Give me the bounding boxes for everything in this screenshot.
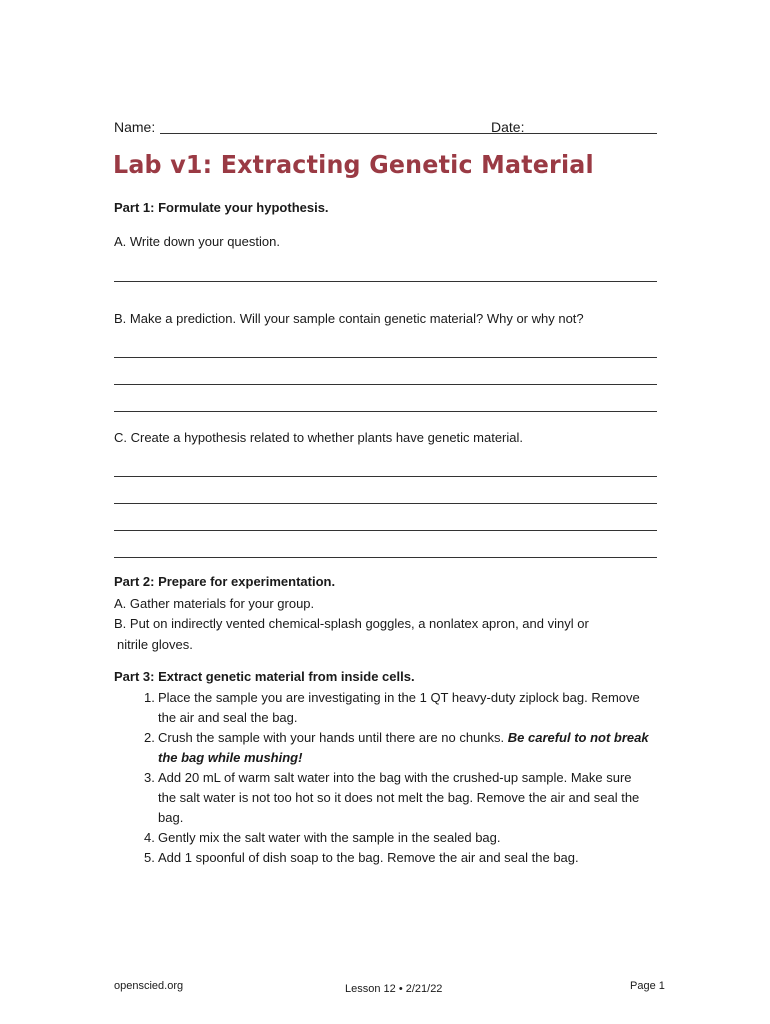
answer-line [114, 503, 657, 504]
part1-question-b: B. Make a prediction. Will your sample contain genetic material? Why or why not? [114, 311, 584, 326]
header-row [114, 119, 657, 139]
warning-text: Be careful to not break [507, 730, 649, 745]
footer-page-number: Page 1 [630, 980, 665, 992]
date-label: Date: [491, 119, 525, 135]
part3-steps-list [144, 688, 664, 868]
date-blank-line [527, 133, 657, 134]
part2-heading: Part 2: Prepare for experimentation. [114, 574, 336, 589]
answer-line [114, 357, 657, 358]
answer-line [114, 530, 657, 531]
part2-step-a: A. Gather materials for your group. [114, 596, 315, 611]
answer-line [114, 476, 657, 477]
part3-heading: Part 3: Extract genetic material from inside cells. [114, 669, 415, 684]
list-item: 1. Place the sample you are investigating in the 1 QT heavy-duty ziplock bag. Remove the air and seal the bag. [144, 690, 640, 725]
part2-step-b-line2: nitrile gloves. [117, 637, 193, 652]
footer-site: openscied.org [114, 980, 184, 992]
part1-heading: Part 1: Formulate your hypothesis. [114, 200, 329, 215]
part2-step-b-line1: B. Put on indirectly vented chemical-splash goggles, a nonlatex apron, and vinyl or [114, 616, 589, 631]
warning-text: the bag while mushing! [158, 750, 303, 765]
part1-question-a: A. Write down your question. [114, 234, 280, 249]
list-item: 4. Gently mix the salt water with the sample in the sealed bag. [144, 830, 501, 845]
name-blank-line [160, 133, 530, 134]
answer-line [114, 557, 657, 558]
answer-line [114, 281, 657, 282]
answer-line [114, 411, 657, 412]
answer-line [114, 384, 657, 385]
list-item: 3. Add 20 mL of warm salt water into the bag with the crushed-up sample. Make sure the salt water is not too hot so it does not melt the bag. Remove the air and seal the bag. [144, 770, 640, 825]
name-label: Name: [114, 119, 156, 135]
footer-lesson: Lesson 12 • 2/21/22 [345, 983, 443, 995]
list-item: 2. Crush the sample with your hands until there are no chunks. Be careful to not break the bag while mushing! [144, 728, 664, 768]
list-item: 5. Add 1 spoonful of dish soap to the bag. Remove the air and seal the bag. [144, 850, 579, 865]
page-title: Lab v1: Extracting Genetic Material [113, 150, 594, 179]
part1-question-c: C. Create a hypothesis related to whether plants have genetic material. [114, 430, 524, 445]
